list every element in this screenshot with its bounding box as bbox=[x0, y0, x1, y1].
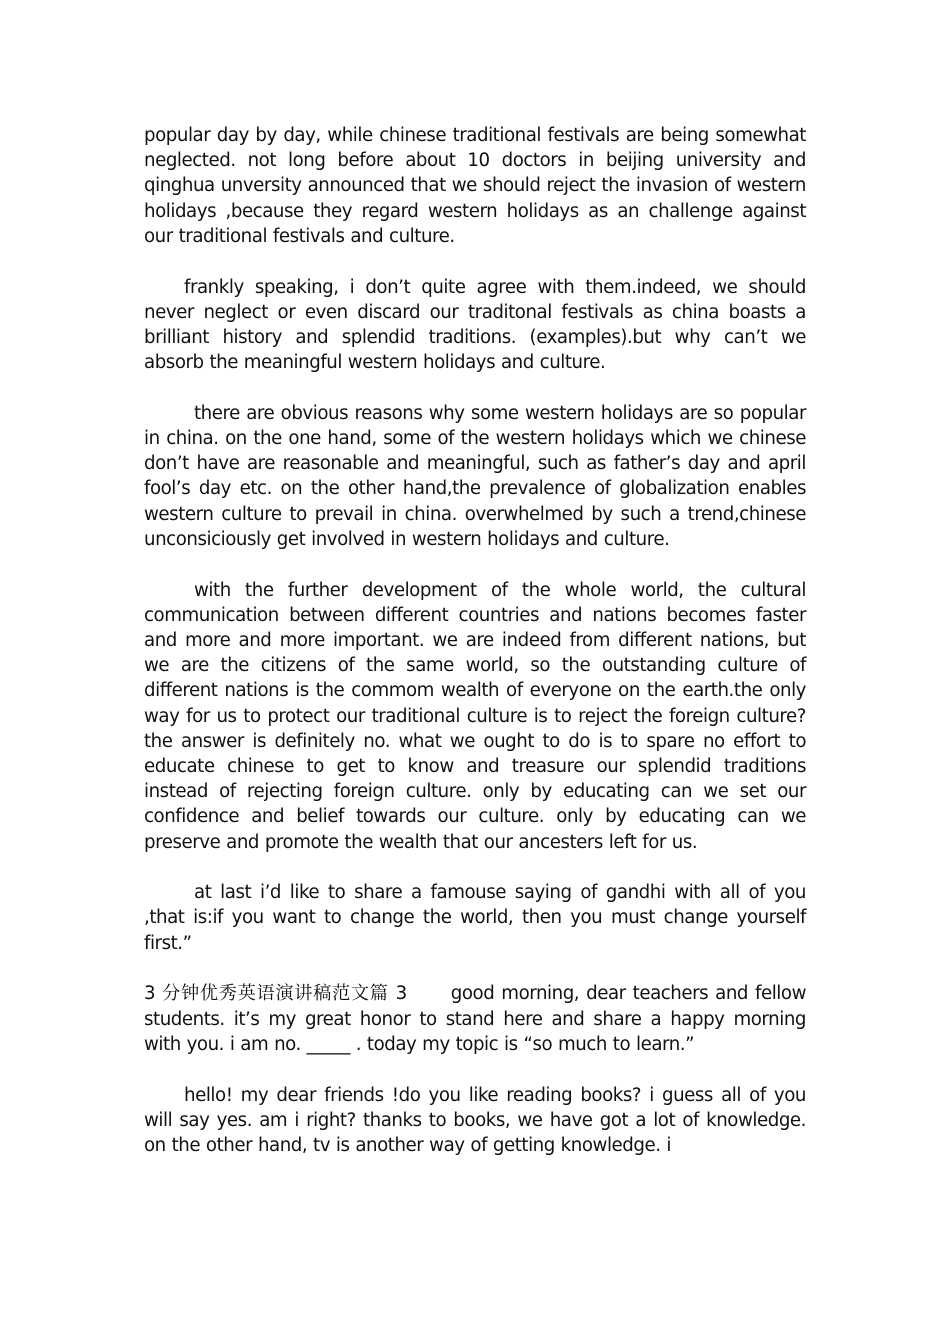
paragraph-4: with the further development of the whole world, the cultural communication between different countries and nations becomes faster and more and more important. we are indeed from different nations, but we are the citizens of the same world, so the outstanding culture of different nations is the commom wealth of everyone on the earth.the only way for us to protect our traditional culture is to reject the foreign culture? the answer is definitely no. what we ought to do is to spare no effort to educate chinese to get to know and treasure our splendid traditions instead of rejecting foreign culture. only by educating can we set our confidence and belief towards our culture. only by educating can we preserve and promote the wealth that our ancesters left for us. bbox=[144, 579, 806, 853]
paragraph-2: frankly speaking, i don’t quite agree with them.indeed, we should never neglect or even discard our traditonal festivals as china boasts a brilliant history and splendid traditions. (examples).but why can’t we absorb the meaningful western holidays and culture. bbox=[144, 276, 806, 374]
section-paragraph bbox=[144, 981, 806, 1057]
paragraph-5: at last i’d like to share a famouse saying of gandhi with all of you ,that is:if you want to change the world, then you must change yourself first.” bbox=[144, 882, 806, 954]
paragraph-last: hello! my dear friends !do you like reading books? i guess all of you will say yes. am i right? thanks to books, we have got a lot of knowledge. on the other hand, tv is another way of getting knowledge. i bbox=[144, 1084, 806, 1156]
section-heading: 3 分钟优秀英语演讲稿范文篇 3 bbox=[144, 983, 407, 1005]
document-body bbox=[144, 123, 806, 1184]
paragraph-3: there are obvious reasons why some western holidays are so popular in china. on the one hand, some of the western holidays which we chinese don’t have are reasonable and meaningful, such as father’s day and april fool’s day etc. on the other hand,the prevalence of globalization enables western culture to prevail in china. overwhelmed by such a trend,chinese unconsiciously get involved in western holidays and culture. bbox=[144, 402, 806, 550]
paragraph-1: popular day by day, while chinese traditional festivals are being somewhat neglected. not long before about 10 doctors in beijing university and qinghua unversity announced that we should reject the invasion of western holidays ,because they regard western holidays as an challenge against our traditional festivals and culture. bbox=[144, 125, 806, 247]
section-intro: good morning, dear teachers and fellow students. it’s my great honor to stand here and share a happy morning with you. i am no. _____ . today my topic is “so much to learn.” bbox=[144, 983, 806, 1055]
